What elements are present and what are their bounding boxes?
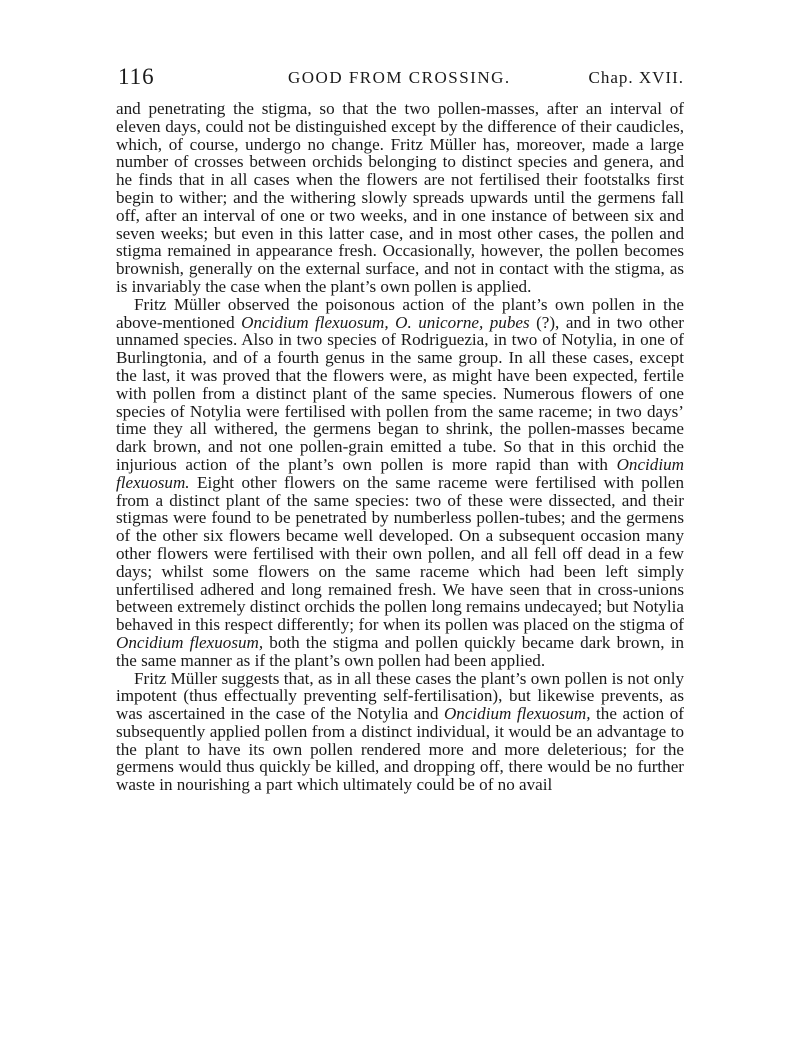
- text-run: both the stigma and pollen quickly became dark brown, in the same manner as if the plant’s own pollen had been applied.: [116, 632, 684, 670]
- paragraph-1: [116, 100, 684, 296]
- paragraph-2: [116, 296, 684, 670]
- body-text: [116, 100, 684, 794]
- chapter-label: Chap. XVII.: [588, 68, 684, 87]
- text-run: and penetrating the stigma, so that the two pollen-masses, after an interval of eleven days, could not be distinguished except by the difference of their caudicles, which, of course, undergo no change. Fritz Müller has, moreover, made a large number of crosses between orchids belonging to distinct species and genera, and he finds that in all cases when the flowers are not fertilised their footstalks first begin to wither; and the withering slowly spreads upwards until the germens fall off, after an interval of one or two weeks, and in one instance of between six and seven weeks; but even in this latter case, and in most other cases, the pollen and stigma remained in appearance fresh. Occasionally, however, the pollen becomes brownish, generally on the external surface, and not in contact with the stigma, as is invariably the case when the plant’s own pollen is applied.: [116, 99, 684, 296]
- text-run: the action of subsequently applied pollen from a distinct individual, it would be an advantage to the plant to have its own pollen rendered more and more deleterious; for the germens would thus quickly be killed, and dropping off, there would be no further waste in nourishing a part which ultimately could be of no avail: [116, 704, 684, 795]
- text-run: (?), and in two other unnamed species. Also in two species of Rodriguezia, in two of Notylia, in one of Burlingtonia, and of a fourth genus in the same group. In all these cases, except the last, it was proved that the flowers were, as might have been expected, fertile with pollen from a distinct plant of the same species. Numerous flowers of one species of Notylia were fertilised with pollen from the same raceme; in two days’ time they all withered, the germens began to shrink, the pollen-masses became dark brown, and not one pollen-grain emitted a tube. So that in this orchid the injurious action of the plant’s own pollen is more rapid than with: [116, 312, 684, 474]
- paragraph-3: [116, 670, 684, 795]
- species-name-italic: Oncidium flexuosum,: [116, 632, 264, 652]
- species-name-italic: Oncidium flexuosum.: [116, 454, 684, 492]
- text-run: Fritz Müller suggests that, as in all these cases the plant’s own pollen is not only impotent (thus effectually preventing self-fertilisation), but likewise prevents, as was ascertained in the case of the Notylia and: [116, 668, 684, 724]
- species-name-italic: Oncidium flexuosum,: [443, 704, 591, 724]
- text-run: Fritz Müller observed the poisonous action of the plant’s own pollen in the above-mentioned: [116, 294, 684, 332]
- page-number: 116: [118, 64, 155, 89]
- text-run: Eight other flowers on the same raceme were fertilised with pollen from a distinct plant of the same species: two of these were dissected, and their stigmas were found to be penetrated by numberless pollen-tubes; and the germens of the other six flowers became well developed. On a subsequent occasion many other flowers were fertilised with their own pollen, and all fell off dead in a few days; whilst some flowers on the same raceme which had been left simply unfertilised adhered and long remained fresh. We have seen that in cross-unions between extremely distinct orchids the pollen long remains undecayed; but Notylia behaved in this respect differently; for when its pollen was placed on the stigma of: [116, 472, 684, 635]
- running-head: [118, 64, 684, 90]
- species-name-italic: Oncidium flexuosum, O. unicorne, pubes: [241, 312, 530, 332]
- running-title: GOOD FROM CROSSING.: [288, 68, 511, 87]
